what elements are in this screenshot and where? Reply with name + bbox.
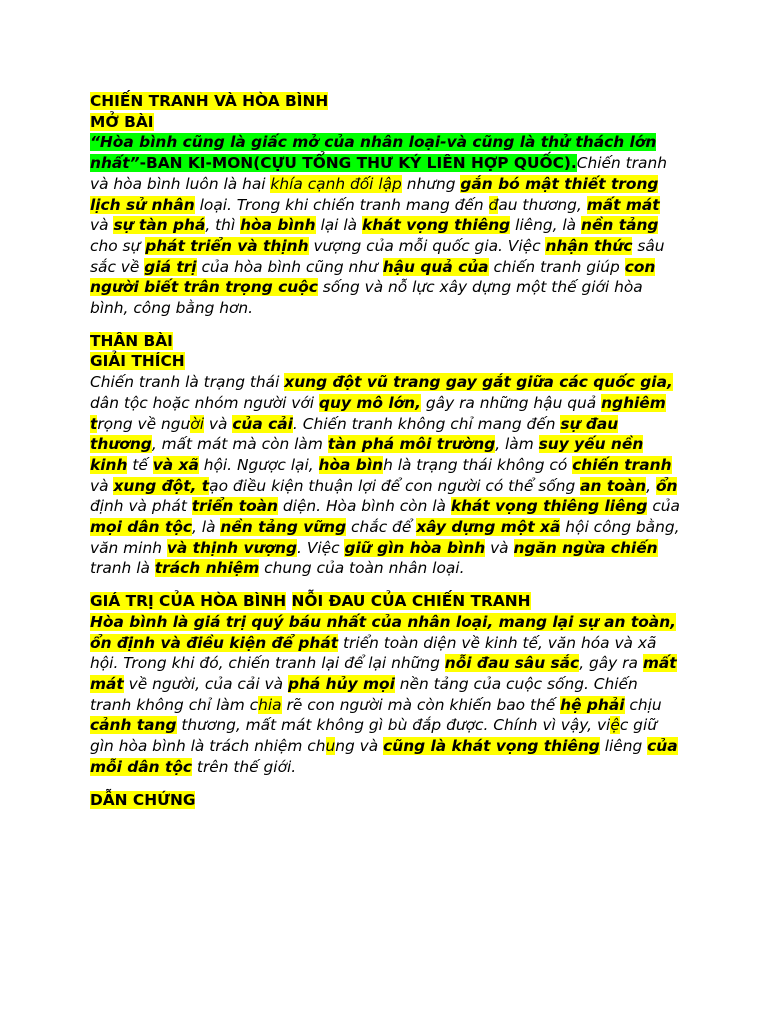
- p2-run: và thịnh vượng: [166, 538, 298, 557]
- p3-run: về người, của cải và: [123, 674, 288, 693]
- p3-run: nền tảng của cuộc sống. Chiến tranh không chỉ làm c: [90, 674, 638, 714]
- p2-run: Chiến tranh là trạng thái: [90, 373, 285, 392]
- heading-gia-tri: [90, 591, 680, 612]
- p1-run: liêng, là: [510, 216, 582, 235]
- p2-run: tranh là: [90, 559, 155, 578]
- heading-dan-chung: [90, 790, 680, 811]
- p2-run: hội. Ngược lại,: [198, 455, 319, 474]
- p3-run: cũng là khát vọng thiêng: [383, 737, 600, 756]
- paragraph-intro: [90, 132, 680, 318]
- heading-than-bai-text: THÂN BÀI: [90, 331, 173, 350]
- p1-run: mất mát: [586, 195, 660, 214]
- p2-run: mọi dân tộc: [90, 518, 193, 537]
- p3-run: , gây ra: [579, 654, 643, 673]
- heading-than-bai: [90, 331, 680, 352]
- p1-run: chiến tranh giúp: [488, 257, 625, 276]
- p2-run: sự đau thương: [90, 414, 619, 454]
- p2-run: và: [203, 414, 233, 433]
- p1-run: hậu quả của: [382, 257, 489, 276]
- p2-run: triển toàn: [191, 497, 279, 516]
- p2-run: của: [647, 497, 680, 516]
- p2-run: ời: [190, 414, 204, 433]
- p1-run: khát vọng thiêng: [361, 216, 511, 235]
- p3-run: phá hủy mọi: [287, 674, 395, 693]
- p1-run: “Hòa bình cũng là giấc mở của nhân loại-và cũng là thử thách lớn nhất”: [90, 133, 657, 173]
- p2-run: . Chiến tranh không chỉ mang đến: [292, 414, 561, 433]
- p2-run: nghiêm t: [90, 393, 666, 433]
- p1-run: khía cạnh đối lập: [270, 174, 402, 193]
- paragraph-explanation: [90, 372, 680, 579]
- p3-run: triển toàn diện về kinh tế, văn hóa và xã hội. Trong khi đó, chiến tranh lại để lại những: [90, 633, 657, 673]
- p2-run: xây dựng một xã: [416, 518, 561, 537]
- p3-run: trên thế giới.: [192, 757, 297, 776]
- p1-run: sâu sắc về: [90, 236, 665, 276]
- p3-run: ng và: [335, 737, 384, 756]
- p2-run: , là: [192, 518, 221, 537]
- p2-run: và: [90, 476, 114, 495]
- p2-run: tế: [127, 455, 153, 474]
- p2-run: hội công bằng, văn minh: [90, 518, 680, 557]
- p3-run: ệ: [610, 716, 620, 735]
- p3-run: hệ phải: [560, 695, 625, 714]
- heading-gia-tri-text-b: NỖI ĐAU CỦA CHIẾN TRANH: [291, 592, 531, 611]
- p1-run: nhưng: [401, 174, 461, 193]
- p2-run: ,: [646, 476, 656, 495]
- p1-run: -BAN KI-MON(CỰU TỔNG THƯ KÝ LIÊN HỢP QUỐC).: [139, 154, 577, 173]
- heading-giai-thich: [90, 351, 680, 372]
- heading-mo-bai: [90, 112, 680, 133]
- p3-run: cảnh tang: [90, 716, 177, 735]
- p1-run: nền tảng: [581, 216, 659, 235]
- p2-run: h là trạng thái không có: [383, 455, 573, 474]
- p1-run: lại là: [315, 216, 362, 235]
- p3-run: rẽ con người mà còn khiến bao thế: [281, 695, 561, 714]
- p2-run: chung của toàn nhân loại.: [259, 559, 465, 578]
- p2-run: nền tảng vững: [220, 518, 347, 537]
- p2-run: suy yếu nền kinh: [90, 435, 644, 474]
- p1-run: giá trị: [144, 257, 197, 276]
- p1-run: và: [90, 216, 114, 235]
- p2-run: hòa bìn: [318, 455, 384, 474]
- p2-run: , mất mát mà còn làm: [151, 435, 328, 454]
- p3-run: c giữ gìn hòa bình là trách nhiệm ch: [90, 716, 657, 756]
- heading-dan-chung-text: DẪN CHỨNG: [90, 790, 196, 809]
- p1-run: hòa bình: [240, 216, 316, 235]
- p1-run: , thì: [205, 216, 241, 235]
- p1-run: đ: [488, 195, 499, 214]
- p2-run: tàn phá môi trường: [327, 435, 496, 454]
- p1-run: sự tàn phá: [113, 216, 206, 235]
- p2-run: , làm: [495, 435, 539, 454]
- p2-run: khát vọng thiêng liêng: [450, 497, 648, 516]
- p3-run: thương, mất mát không gì bù đắp được. Chính vì vậy, vi: [176, 716, 611, 735]
- p1-run: loại. Trong khi chiến tranh mang đến: [194, 195, 489, 214]
- p1-run: cho sự: [90, 236, 146, 255]
- p2-run: của cải: [232, 414, 293, 433]
- paragraph-values: [90, 612, 680, 778]
- p2-run: chiến tranh: [572, 455, 672, 474]
- p2-run: gây ra những hậu quả: [420, 393, 602, 412]
- heading-mo-bai-text: MỞ BÀI: [90, 112, 154, 131]
- p2-run: ổn: [655, 476, 678, 495]
- p1-run: sống và nỗ lực xây dựng một thế giới hòa bình, công bằng hơn.: [90, 278, 643, 318]
- p3-run: chịu: [624, 695, 662, 714]
- p2-run: giữ gìn hòa bình: [344, 538, 486, 557]
- p2-run: diện. Hòa bình còn là: [278, 497, 451, 516]
- p3-run: mất mát: [90, 654, 677, 693]
- p2-run: xung đột vũ trang gay gắt giữa các quốc gia,: [284, 373, 673, 392]
- p2-run: định và phát: [90, 497, 192, 516]
- p2-run: ạo điều kiện thuận lợi để con người có thể sống: [209, 476, 581, 495]
- p3-run: liêng: [599, 737, 648, 756]
- p1-run: vượng của mỗi quốc gia. Việc: [308, 236, 546, 255]
- p3-run: Hòa bình là giá trị quý báu nhất của nhân loại, mang lại sự an toàn, ổn định và điều kiện để phát: [90, 612, 676, 652]
- heading-giai-thich-text: GIẢI THÍCH: [90, 352, 185, 371]
- p3-run: hia: [258, 695, 282, 714]
- p1-run: phát triển và thịnh: [145, 236, 309, 255]
- heading-title-text: CHIẾN TRANH VÀ HÒA BÌNH: [90, 92, 329, 110]
- p2-run: xung đột, t: [113, 476, 210, 495]
- p1-run: au thương,: [498, 195, 587, 214]
- p1-run: con người biết trân trọng cuộc: [90, 257, 656, 297]
- p2-run: dân tộc hoặc nhóm người với: [90, 393, 319, 412]
- p2-run: trách nhiệm: [154, 559, 260, 578]
- p1-run: Chiến tranh và hòa bình luôn là hai: [90, 154, 667, 193]
- p2-run: ngăn ngừa chiến: [513, 538, 658, 557]
- p2-run: . Việc: [297, 538, 345, 557]
- heading-title: [90, 91, 680, 112]
- p2-run: an toàn: [580, 476, 647, 495]
- p3-run: của mỗi dân tộc: [90, 737, 678, 776]
- p2-run: rọng về ngư: [97, 414, 191, 433]
- p2-run: chắc để: [346, 518, 417, 537]
- p1-run: nhận thức: [545, 236, 633, 255]
- document-body: [90, 88, 680, 810]
- p2-run: và: [485, 538, 514, 557]
- p2-run: và xã: [152, 455, 199, 474]
- p1-run: gắn bó mật thiết trong lịch sử nhân: [90, 174, 659, 214]
- p1-run: của hòa bình cũng như: [196, 257, 383, 276]
- heading-gia-tri-text-a: GIÁ TRỊ CỦA HÒA BÌNH: [90, 592, 287, 611]
- p2-run: quy mô lớn,: [318, 393, 421, 412]
- p3-run: nỗi đau sâu sắc: [444, 654, 580, 673]
- p3-run: u: [325, 737, 336, 756]
